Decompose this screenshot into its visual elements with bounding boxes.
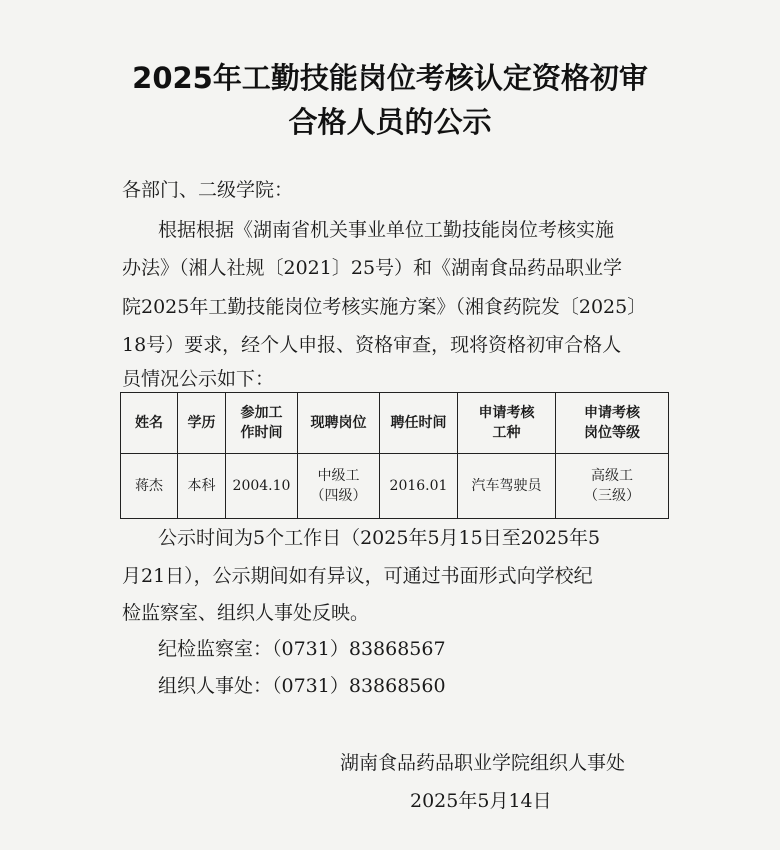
contact-personnel: 组织人事处：（0731）83868560 <box>158 675 446 697</box>
cell-apply-level: 高级工 （三级） <box>556 454 669 519</box>
salutation: 各部门、二级学院： <box>122 179 294 201</box>
paragraph1-line1: 根据根据《湖南省机关事业单位工勤技能岗位考核实施 <box>158 219 615 241</box>
cell-education: 本科 <box>178 454 226 519</box>
header-apply-type: 申请考核 工种 <box>458 393 556 454</box>
paragraph2-line1: 公示时间为5个工作日（2025年5月15日至2025年5 <box>158 527 601 549</box>
paragraph2-line2: 月21日），公示期间如有异议，可通过书面形式向学校纪 <box>122 565 593 587</box>
paragraph1-line2: 办法》（湘人社规〔2021〕25号）和《湖南食品药品职业学 <box>122 257 623 279</box>
header-apply-level: 申请考核 岗位等级 <box>556 393 669 454</box>
header-hire-time: 聘任时间 <box>380 393 458 454</box>
cell-current-post: 中级工 （四级） <box>298 454 380 519</box>
header-name: 姓名 <box>121 393 178 454</box>
cell-name: 蒋杰 <box>121 454 178 519</box>
paragraph1-line4: 18号）要求，经个人申报、资格审查，现将资格初审合格人 <box>122 334 622 356</box>
signature-org: 湖南食品药品职业学院组织人事处 <box>340 752 626 774</box>
roster-table <box>120 392 669 519</box>
paragraph2-line3: 检监察室、组织人事处反映。 <box>122 602 370 624</box>
paragraph1-line3: 院2025年工勤技能岗位考核实施方案》（湘食药院发〔2025〕 <box>122 296 647 318</box>
cell-hire-time: 2016.01 <box>380 454 458 519</box>
signature-date: 2025年5月14日 <box>410 790 552 812</box>
table-header-row <box>121 393 669 454</box>
doc-title-line2: 合格人员的公示 <box>288 105 492 139</box>
table-row <box>121 454 669 519</box>
doc-title-line1: 2025年工勤技能岗位考核认定资格初审 <box>132 61 648 95</box>
cell-work-start: 2004.10 <box>226 454 298 519</box>
cell-apply-type: 汽车驾驶员 <box>458 454 556 519</box>
contact-discipline: 纪检监察室：（0731）83868567 <box>158 638 446 660</box>
header-education: 学历 <box>178 393 226 454</box>
header-current-post: 现聘岗位 <box>298 393 380 454</box>
header-work-start: 参加工 作时间 <box>226 393 298 454</box>
paragraph1-line5: 员情况公示如下： <box>122 368 275 390</box>
